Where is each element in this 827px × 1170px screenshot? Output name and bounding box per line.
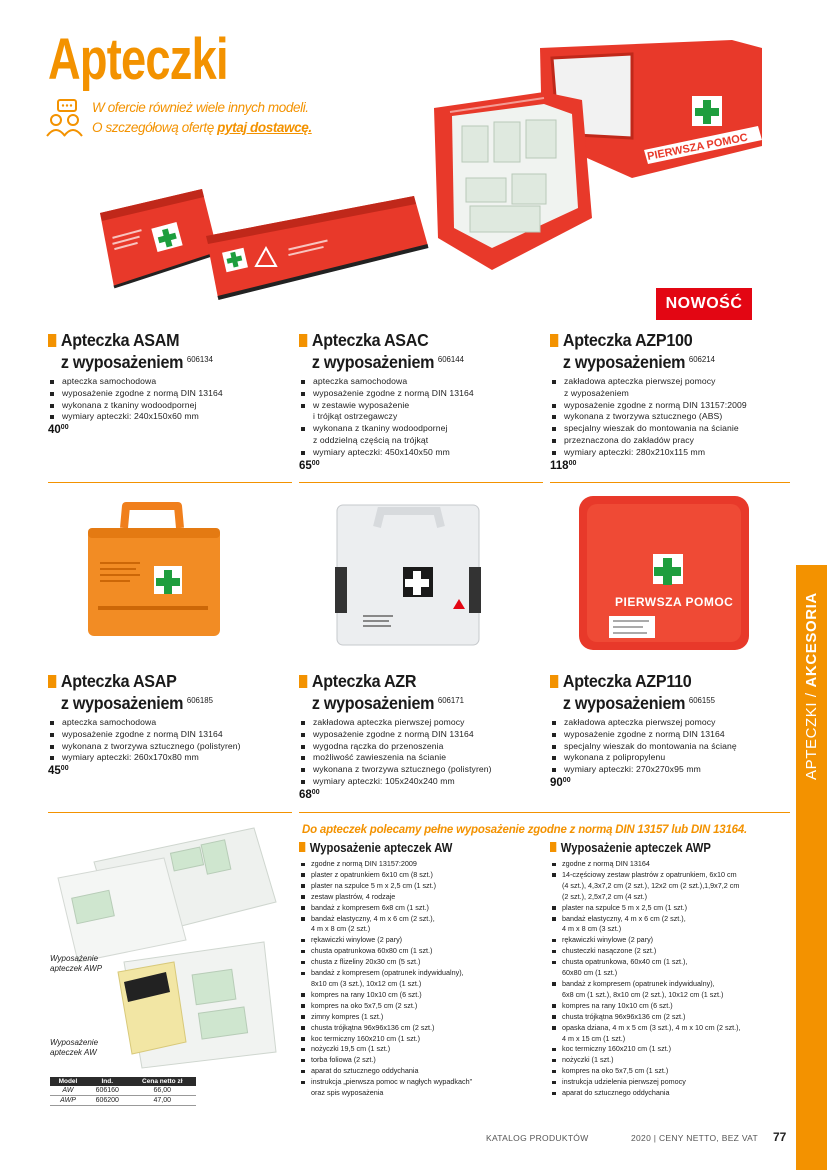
side-label-bold: AKCESORIA <box>803 592 820 688</box>
price-cents: 00 <box>311 459 320 467</box>
bullet-square <box>299 842 305 852</box>
kit-item: 60x80 cm (1 szt.) <box>562 968 618 978</box>
price-main: 90 <box>550 776 563 789</box>
table-cell: 66,00 <box>129 1086 196 1096</box>
price-cents: 00 <box>562 776 571 784</box>
supplier-link[interactable]: pytaj dostawcę. <box>217 120 312 135</box>
feature-item: wykonana z tworzywa sztucznego (polistyren) <box>48 741 288 753</box>
product-asac <box>299 331 539 472</box>
product-code: 606171 <box>437 695 464 705</box>
product-subtitle: z wyposażeniem <box>311 693 435 713</box>
product-azr <box>299 672 539 801</box>
bullet-square <box>48 675 56 688</box>
kit-item: chusta trójkątna 96x96x136 cm (2 szt.) <box>299 1023 547 1034</box>
price-cents: 00 <box>568 459 577 467</box>
caption-line: Wyposażenie <box>50 954 99 963</box>
feature-item: wyposażenie zgodne z normą DIN 13164 <box>48 388 288 400</box>
offer-note <box>46 98 312 138</box>
table-row <box>50 1096 196 1106</box>
kit-item: oraz spis wyposażenia <box>311 1088 384 1098</box>
kit-item: 4 m x 8 cm (2 szt.) <box>311 924 371 934</box>
kit-item: aparat do sztucznego oddychania <box>299 1066 547 1077</box>
price-main: 40 <box>48 424 61 437</box>
feature-item: wyposażenie zgodne z normą DIN 13164 <box>48 729 288 741</box>
feature-item: wyposażenie zgodne z normą DIN 13164 <box>299 729 539 741</box>
row-divider <box>299 482 543 483</box>
feature-list <box>550 717 790 776</box>
product-price <box>48 765 288 777</box>
product-asam <box>48 331 288 436</box>
feature-list <box>48 376 288 423</box>
kit-item: zimny kompres (1 szt.) <box>299 1012 547 1023</box>
feature-item: wymiary apteczki: 240x150x60 mm <box>48 411 288 423</box>
feature-item: wykonana z polipropylenu <box>550 752 790 764</box>
feature-item: wyposażenie zgodne z normą DIN 13164 <box>550 729 790 741</box>
feature-item-continued: z oddzielną częścią na trójkąt <box>313 434 429 445</box>
price-cents: 00 <box>60 765 69 773</box>
product-price <box>299 460 539 472</box>
product-code: 606155 <box>688 695 715 705</box>
kit-item: plaster na szpulce 5 m x 2,5 cm (1 szt.) <box>550 903 798 914</box>
col-header: Ind. <box>86 1077 129 1086</box>
feature-list <box>550 376 790 459</box>
kit-item: chusta z flizeliny 20x30 cm (5 szt.) <box>299 957 547 968</box>
kit-item: opaska dziana, 4 m x 5 cm (3 szt.), 4 m x 10 cm (2 szt.), <box>550 1023 798 1034</box>
feature-item: wymiary apteczki: 280x210x115 mm <box>550 447 790 459</box>
kit-item: bandaż z kompresem (opatrunek indywidualny), <box>299 968 547 979</box>
kit-item: 8x10 cm (3 szt.), 10x12 cm (1 szt.) <box>311 978 422 988</box>
feature-item: zakładowa apteczka pierwszej pomocy <box>299 717 539 729</box>
product-price <box>299 789 539 801</box>
feature-item: zakładowa apteczka pierwszej pomocy <box>550 717 790 729</box>
price-main: 45 <box>48 765 61 778</box>
azp110-sign-text: PIERWSZA POMOC <box>615 595 734 609</box>
kit-item: zgodne z normą DIN 13164 <box>550 859 798 870</box>
kit-aw <box>299 841 547 1099</box>
new-badge: NOWOŚĆ <box>656 288 752 320</box>
asac-photo <box>200 188 432 308</box>
feature-list <box>48 717 288 764</box>
product-name: Apteczka AZR <box>311 671 417 691</box>
feature-item: wyposażenie zgodne z normą DIN 13164 <box>299 388 539 400</box>
feature-item: wymiary apteczki: 450x140x50 mm <box>299 447 539 459</box>
kit-title: Wyposażenie apteczek AW <box>309 841 453 855</box>
kit-item: nożyczki (1 szt.) <box>550 1055 798 1066</box>
feature-item: możliwość zawieszenia na ścianie <box>299 752 539 764</box>
kit-item: instrukcja „pierwsza pomoc w nagłych wypadkach” <box>299 1077 547 1088</box>
caption-aw <box>50 1038 98 1058</box>
azp100-photo <box>432 38 772 288</box>
kit-awp <box>550 841 798 1099</box>
product-asap <box>48 672 288 777</box>
feature-list <box>299 717 539 788</box>
feature-item: apteczka samochodowa <box>299 376 539 388</box>
product-code: 606144 <box>437 354 464 364</box>
product-code: 606185 <box>186 695 213 705</box>
kit-title: Wyposażenie apteczek AWP <box>560 841 711 855</box>
table-cell: 606200 <box>86 1096 129 1106</box>
product-code: 606134 <box>186 354 213 364</box>
asap-photo <box>84 502 224 644</box>
product-name: Apteczka AZP110 <box>562 671 692 691</box>
note-line-2: O szczegółową ofertę <box>92 120 218 135</box>
feature-item: przeznaczona do zakładów pracy <box>550 435 790 447</box>
kit-item-list <box>550 859 798 1099</box>
kit-item: 6x8 cm (1 szt.), 8x10 cm (2 szt.), 10x12 cm (1 szt.) <box>562 989 724 999</box>
page-number: 77 <box>773 1130 787 1144</box>
feature-item: zakładowa apteczka pierwszej pomocy <box>550 376 790 388</box>
product-subtitle: z wyposażeniem <box>60 352 184 372</box>
section-side-label <box>803 592 820 780</box>
kit-item: plaster na szpulce 5 m x 2,5 cm (1 szt.) <box>299 881 547 892</box>
kit-item: chusteczki nasączone (2 szt.) <box>550 946 798 957</box>
feature-item: apteczka samochodowa <box>48 376 288 388</box>
kit-item: koc termiczny 160x210 cm (1 szt.) <box>299 1034 547 1045</box>
kit-item: zgodne z normą DIN 13157:2009 <box>299 859 547 870</box>
models-table <box>50 1077 196 1106</box>
kit-item: rękawiczki winylowe (2 pary) <box>550 935 798 946</box>
row-divider <box>299 812 790 813</box>
kit-item: (4 szt.), 4,3x7,2 cm (2 szt.), 12x2 cm (2 szt.),1,9x7,2 cm <box>562 880 740 890</box>
product-price <box>550 777 790 789</box>
kit-item: koc termiczny 160x210 cm (1 szt.) <box>550 1044 798 1055</box>
kit-item: kompres na oko 5x7,5 cm (2 szt.) <box>299 1001 547 1012</box>
table-cell: AWP <box>50 1096 86 1106</box>
page-title: Apteczki <box>48 27 228 92</box>
kit-item: chusta trójkątna 96x96x136 cm (2 szt.) <box>550 1012 798 1023</box>
kit-item: instrukcja udzielenia pierwszej pomocy <box>550 1077 798 1088</box>
kit-item: 4 m x 15 cm (1 szt.) <box>562 1033 626 1043</box>
row-divider <box>550 482 790 483</box>
feature-item: wykonana z tkaniny wodoodpornej <box>48 400 288 412</box>
kits-subtitle: Do apteczek polecamy pełne wyposażenie zgodne z normą DIN 13157 lub DIN 13164. <box>302 822 748 836</box>
feature-item: wymiary apteczki: 270x270x95 mm <box>550 764 790 776</box>
footer-prices-note: 2020 | CENY NETTO, BEZ VAT <box>631 1133 758 1143</box>
product-subtitle: z wyposażeniem <box>562 352 686 372</box>
kit-item: chusta opatrunkowa 60x80 cm (1 szt.) <box>299 946 547 957</box>
kit-item: kompres na rany 10x10 cm (6 szt.) <box>299 990 547 1001</box>
kit-item: kompres na oko 5x7,5 cm (1 szt.) <box>550 1066 798 1077</box>
product-name: Apteczka ASAC <box>311 330 429 350</box>
kit-item: kompres na rany 10x10 cm (6 szt.) <box>550 1001 798 1012</box>
kit-item: rękawiczki winylowe (2 pary) <box>299 935 547 946</box>
product-name: Apteczka AZP100 <box>562 330 693 350</box>
feature-item: specjalny wieszak do montowania na ścianę <box>550 741 790 753</box>
feature-item: wymiary apteczki: 260x170x80 mm <box>48 752 288 764</box>
bullet-square <box>550 842 556 852</box>
feature-list <box>299 376 539 459</box>
kit-item: zestaw plastrów, 4 rodzaje <box>299 892 547 903</box>
feature-item: w zestawie wyposażenie <box>299 400 539 412</box>
feature-item: wymiary apteczki: 105x240x240 mm <box>299 776 539 788</box>
product-subtitle: z wyposażeniem <box>60 693 184 713</box>
product-subtitle: z wyposażeniem <box>311 352 435 372</box>
price-main: 118 <box>550 459 569 472</box>
feature-item-continued: z wyposażeniem <box>564 387 629 398</box>
azr-photo <box>333 497 483 649</box>
bullet-square <box>299 675 307 688</box>
price-main: 65 <box>299 459 312 472</box>
consultants-icon <box>46 98 84 138</box>
side-label-light: APTECZKI / <box>803 687 820 780</box>
bullet-square <box>550 334 558 347</box>
azp100-sign-text: PIERWSZA POMOC <box>646 131 749 163</box>
kit-item: chusta opatrunkowa, 60x40 cm (1 szt.), <box>550 957 798 968</box>
feature-item-continued: i trójkąt ostrzegawczy <box>313 411 398 422</box>
feature-item: wygodna rączka do przenoszenia <box>299 741 539 753</box>
product-price <box>48 424 288 436</box>
caption-line: Wyposażenie <box>50 1038 99 1047</box>
kit-item: 4 m x 8 cm (3 szt.) <box>562 924 622 934</box>
product-subtitle: z wyposażeniem <box>562 693 686 713</box>
footer-catalog: KATALOG PRODUKTÓW <box>486 1133 589 1143</box>
feature-item: apteczka samochodowa <box>48 717 288 729</box>
refill-kits-photo <box>54 822 284 1070</box>
caption-awp <box>50 954 102 974</box>
kit-item-list <box>299 859 547 1099</box>
price-cents: 00 <box>311 788 320 796</box>
bullet-square <box>299 334 307 347</box>
kit-item: bandaż z kompresem (opatrunek indywidualny), <box>550 979 798 990</box>
feature-item: specjalny wieszak do montowania na ścianie <box>550 423 790 435</box>
kit-item: bandaż z kompresem 6x8 cm (1 szt.) <box>299 903 547 914</box>
product-code: 606214 <box>688 354 715 364</box>
product-name: Apteczka ASAM <box>60 330 180 350</box>
table-row <box>50 1086 196 1096</box>
kit-item: bandaż elastyczny, 4 m x 6 cm (2 szt.), <box>550 914 798 925</box>
kit-item: plaster z opatrunkiem 6x10 cm (8 szt.) <box>299 870 547 881</box>
feature-item: wyposażenie zgodne z normą DIN 13157:2009 <box>550 400 790 412</box>
feature-item: wykonana z tkaniny wodoodpornej <box>299 423 539 435</box>
caption-line: apteczek AW <box>50 1048 97 1057</box>
product-azp100 <box>550 331 790 472</box>
feature-item: wykonana z tworzywa sztucznego (ABS) <box>550 411 790 423</box>
table-cell: 606160 <box>86 1086 129 1096</box>
product-azp110 <box>550 672 790 789</box>
bullet-square <box>48 334 56 347</box>
product-name: Apteczka ASAP <box>60 671 177 691</box>
bullet-square <box>550 675 558 688</box>
kit-item: torba foliowa (2 szt.) <box>299 1055 547 1066</box>
table-cell: AW <box>50 1086 86 1096</box>
note-line-1: W ofercie również wiele innych modeli. <box>92 100 309 115</box>
kit-item: bandaż elastyczny, 4 m x 6 cm (2 szt.), <box>299 914 547 925</box>
feature-item: wykonana z tworzywa sztucznego (polistyren) <box>299 764 539 776</box>
col-header: Cena netto zł <box>129 1077 196 1086</box>
kit-item: (2 szt.), 2,5x7,2 cm (4 szt.) <box>562 891 648 901</box>
kit-item: nożyczki 19,5 cm (1 szt.) <box>299 1044 547 1055</box>
kit-item: aparat do sztucznego oddychania <box>550 1088 798 1099</box>
price-cents: 00 <box>60 424 69 432</box>
product-price <box>550 460 790 472</box>
table-cell: 47,00 <box>129 1096 196 1106</box>
row-divider <box>48 812 292 813</box>
kit-item: 14-częściowy zestaw plastrów z opatrunkiem, 6x10 cm <box>550 870 798 881</box>
price-main: 68 <box>299 788 312 801</box>
caption-line: apteczek AWP <box>50 964 103 973</box>
col-header: Model <box>50 1077 86 1086</box>
row-divider <box>48 482 292 483</box>
azp110-photo <box>577 490 751 654</box>
